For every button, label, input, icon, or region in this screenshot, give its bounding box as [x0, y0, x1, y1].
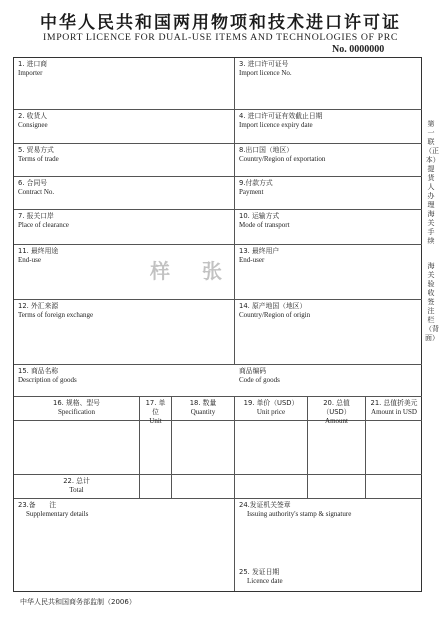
field-supplementary-label-en: Supplementary details [26, 510, 89, 518]
total-amount-usd[interactable] [366, 475, 422, 499]
side-note-customs: 海关验收签注栏（背面） [425, 262, 439, 342]
document-title-en: IMPORT LICENCE FOR DUAL-USE ITEMS AND TECHNOLOGIES OF PRC [43, 32, 398, 43]
field-end-user-label-zh: 13. 最终用户 [239, 247, 280, 255]
field-importer-label-zh: 1. 进口商 [18, 60, 48, 68]
total-label [14, 475, 140, 499]
field-end-user[interactable] [235, 245, 422, 300]
field-mode-of-transport-label-en: Mode of transport [239, 221, 290, 229]
column-qty-en: Quantity [190, 408, 216, 416]
field-issuing-authority-label-zh: 24.发证机关签章 [239, 501, 291, 509]
goods-row-quantity[interactable] [172, 421, 235, 475]
field-description-label-zh: 15. 商品名称 [18, 367, 59, 375]
field-contract-no-label-zh: 6. 合同号 [18, 179, 48, 187]
goods-row-unit[interactable] [140, 421, 172, 475]
field-place-of-clearance[interactable] [14, 210, 235, 245]
field-export-country-label-en: Country/Region of exportation [239, 155, 326, 163]
column-spec-en: Specification [58, 408, 95, 416]
serial-number: No. 0000000 [332, 44, 385, 55]
column-header-unit-price [235, 397, 308, 421]
field-supplementary-label-zh: 23.备 注 [18, 501, 56, 509]
goods-row-amount-usd[interactable] [366, 421, 422, 475]
field-importer[interactable] [14, 58, 235, 110]
column-amount-zh: 20. 总值（USD） [322, 399, 351, 416]
field-end-use-label-zh: 11. 最终用途 [18, 247, 59, 255]
total-unit-price[interactable] [235, 475, 308, 499]
field-foreign-exchange-label-zh: 12. 外汇来源 [18, 302, 59, 310]
field-code-label-en: Code of goods [239, 376, 280, 384]
field-licence-date-label-zh: 25. 发证日期 [239, 568, 280, 576]
field-mode-of-transport-label-zh: 10. 运输方式 [239, 212, 280, 220]
field-expiry-date[interactable] [235, 110, 422, 144]
field-foreign-exchange-label-en: Terms of foreign exchange [18, 311, 94, 319]
column-header-unit [140, 397, 172, 425]
goods-row-spec[interactable] [14, 421, 140, 475]
field-code-label-zh: 商品编码 [239, 367, 267, 375]
field-importer-label-en: Importer [18, 69, 43, 77]
column-spec-zh: 16. 规格、型号 [53, 399, 100, 407]
column-header-specification [14, 397, 140, 421]
field-contract-no-label-en: Contract No. [18, 188, 55, 196]
licence-form [13, 57, 422, 592]
field-consignee-label-en: Consignee [18, 121, 48, 129]
side-note-copy: 第一联（正本）提货人办理海关手续 [425, 120, 439, 245]
field-origin-country[interactable] [235, 300, 422, 365]
field-terms-of-trade-label-zh: 5. 贸易方式 [18, 146, 54, 154]
field-supplementary-details[interactable] [14, 499, 235, 591]
sample-watermark: 样 张 [150, 259, 228, 283]
total-label-zh: 22. 总计 [63, 477, 90, 485]
field-place-of-clearance-label-en: Place of clearance [18, 221, 69, 229]
field-licence-no-label-en: Import licence No. [239, 69, 292, 77]
column-amount-en: Amount [325, 417, 348, 425]
field-end-user-label-en: End-user [239, 256, 265, 264]
field-payment-label-en: Payment [239, 188, 264, 196]
field-description-of-goods[interactable] [14, 365, 235, 397]
total-amount[interactable] [308, 475, 366, 499]
column-amount-usd-zh: 21. 总值折美元 [370, 399, 418, 407]
field-foreign-exchange[interactable] [14, 300, 235, 365]
footer-supervisor: 中华人民共和国商务部监制（2006） [20, 598, 136, 606]
field-contract-no[interactable] [14, 177, 235, 210]
field-end-use-label-en: End-use [18, 256, 41, 264]
field-licence-date-label-en: Licence date [247, 577, 283, 585]
total-unit[interactable] [140, 475, 172, 499]
goods-row-unit-price[interactable] [235, 421, 308, 475]
column-unit-en: Unit [149, 417, 162, 425]
field-export-country-label-zh: 8.出口国（地区） [239, 146, 294, 154]
field-licence-no-label-zh: 3. 进口许可证号 [239, 60, 289, 68]
document-title-zh: 中华人民共和国两用物项和技术进口许可证 [40, 13, 401, 33]
field-code-of-goods[interactable] [235, 365, 422, 397]
field-consignee-label-zh: 2. 收货人 [18, 112, 48, 120]
field-expiry-date-label-en: Import licence expiry date [239, 121, 313, 129]
column-qty-zh: 18. 数量 [189, 399, 217, 407]
field-place-of-clearance-label-zh: 7. 报关口岸 [18, 212, 54, 220]
column-price-en: Unit price [256, 408, 286, 416]
field-mode-of-transport[interactable] [235, 210, 422, 245]
field-licence-no[interactable] [235, 58, 422, 110]
field-description-label-en: Description of goods [18, 376, 77, 384]
field-payment[interactable] [235, 177, 422, 210]
column-header-quantity [172, 397, 235, 421]
column-header-amount [308, 397, 366, 425]
field-licence-date[interactable] [235, 566, 422, 591]
field-expiry-date-label-zh: 4. 进口许可证有效截止日期 [239, 112, 323, 120]
column-price-zh: 19. 单价（USD） [243, 399, 299, 407]
field-terms-of-trade-label-en: Terms of trade [18, 155, 59, 163]
total-quantity[interactable] [172, 475, 235, 499]
field-consignee[interactable] [14, 110, 235, 144]
field-origin-country-label-en: Country/Region of origin [239, 311, 311, 319]
field-export-country[interactable] [235, 144, 422, 177]
column-unit-zh: 17. 单位 [145, 399, 166, 416]
goods-row-amount[interactable] [308, 421, 366, 475]
total-label-en: Total [69, 486, 84, 494]
field-issuing-authority[interactable] [235, 499, 422, 566]
column-amount-usd-en: Amount in USD [371, 408, 417, 416]
column-header-amount-usd [366, 397, 422, 421]
field-issuing-authority-label-en: Issuing authority's stamp & signature [247, 510, 352, 518]
field-origin-country-label-zh: 14. 原产地国（地区） [239, 302, 307, 310]
field-payment-label-zh: 9.付款方式 [239, 179, 273, 187]
field-terms-of-trade[interactable] [14, 144, 235, 177]
